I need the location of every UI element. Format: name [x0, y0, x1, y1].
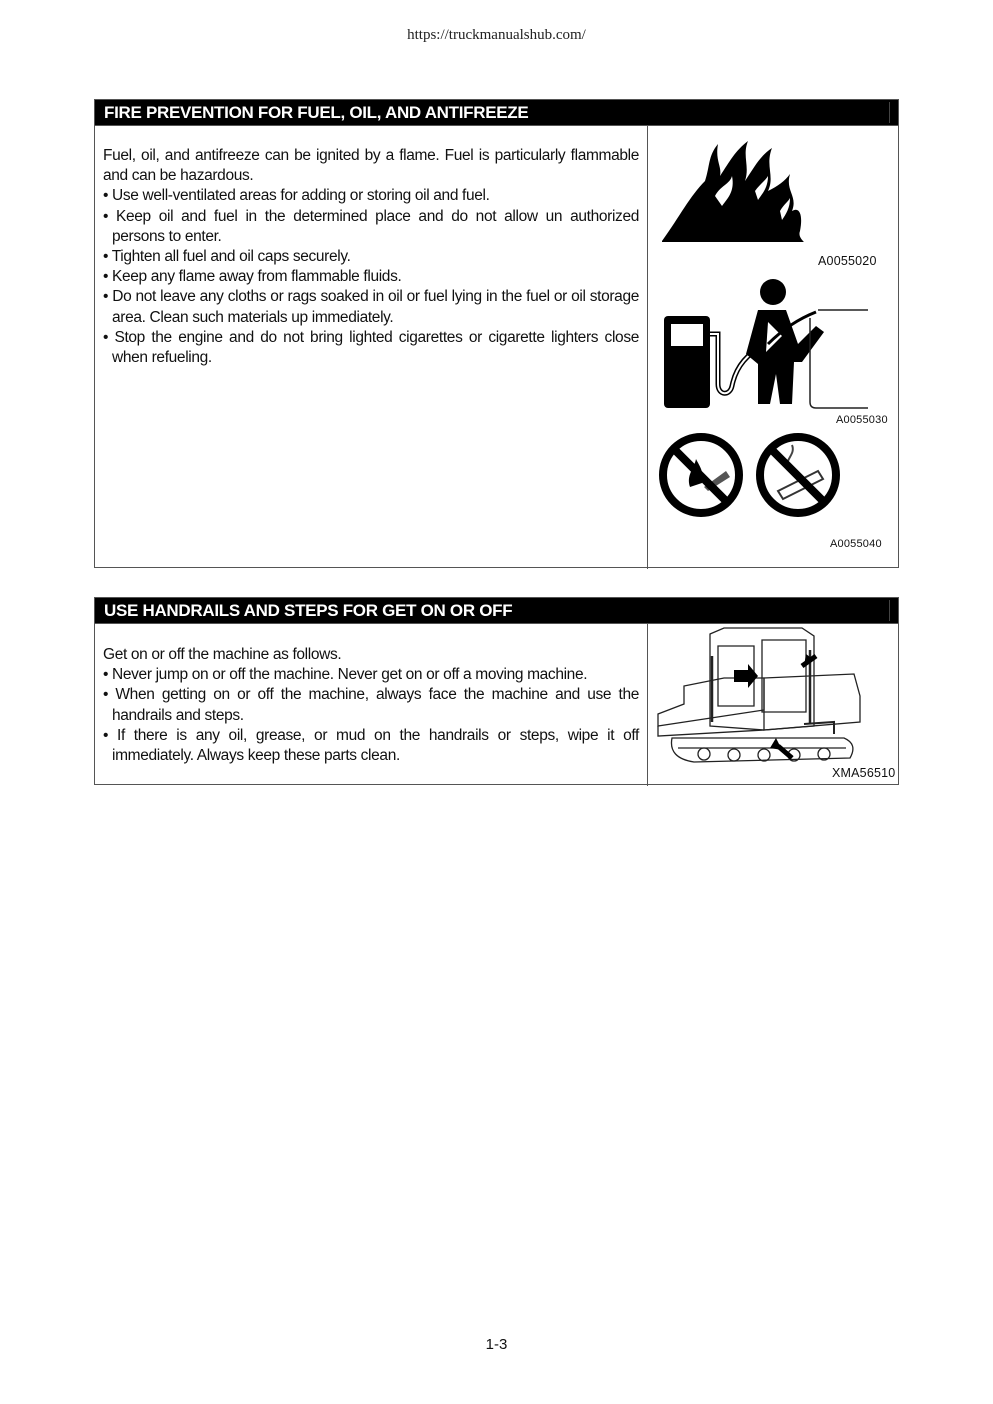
- bullet-item: • When getting on or off the machine, always face the machine and use the handrails and steps.: [103, 686, 639, 724]
- bullet-item: • Use well-ventilated areas for adding or storing oil and fuel.: [103, 187, 490, 205]
- section-text: [95, 624, 648, 786]
- section-title: USE HANDRAILS AND STEPS FOR GET ON OR OFF: [95, 598, 898, 624]
- handrails-section: [94, 597, 899, 785]
- figure-code: XMA56510: [832, 766, 896, 780]
- figure-code: A0055040: [830, 538, 882, 550]
- bullet-item: • Never jump on or off the machine. Never get on or off a moving machine.: [103, 666, 588, 684]
- fire-prevention-section: [94, 99, 899, 568]
- section-text: [95, 126, 648, 569]
- page-number: 1-3: [485, 1336, 508, 1353]
- no-open-flame-icon: [663, 437, 739, 513]
- bullet-item: • Keep any flame away from flammable fluids.: [103, 268, 402, 286]
- tracked-carrier-handrails-icon: [654, 626, 864, 771]
- bullet-item: • Stop the engine and do not bring lighted cigarettes or cigarette lighters close when refueling.: [103, 328, 639, 367]
- no-flame-no-smoking-icons: [658, 431, 848, 521]
- intro-paragraph: Get on or off the machine as follows.: [103, 646, 342, 663]
- no-smoking-icon: [760, 437, 836, 513]
- bullet-item: • Keep oil and fuel in the determined place and do not allow un authorized persons to enter.: [103, 207, 639, 245]
- section-title: FIRE PREVENTION FOR FUEL, OIL, AND ANTIFREEZE: [95, 100, 898, 126]
- intro-paragraph: Fuel, oil, and antifreeze can be ignited by a flame. Fuel is particularly flammable and can be hazardous.: [103, 147, 639, 185]
- figure-code: A0055020: [818, 254, 877, 268]
- figures-column: [648, 624, 898, 786]
- site-url: https://truckmanualshub.com/: [407, 27, 586, 43]
- bullet-item: • If there is any oil, grease, or mud on the handrails or steps, wipe it off immediately. Always keep these parts clean.: [103, 726, 639, 765]
- refueling-person-icon: [658, 274, 873, 414]
- bullet-item: • Do not leave any cloths or rags soaked in oil or fuel lying in the fuel or oil storage area. Clean such materials up immediately.: [103, 288, 639, 326]
- figures-column: [648, 126, 898, 569]
- bullet-item: • Tighten all fuel and oil caps securely.: [103, 248, 351, 266]
- figure-code: A0055030: [836, 414, 888, 426]
- flame-icon: [660, 136, 810, 246]
